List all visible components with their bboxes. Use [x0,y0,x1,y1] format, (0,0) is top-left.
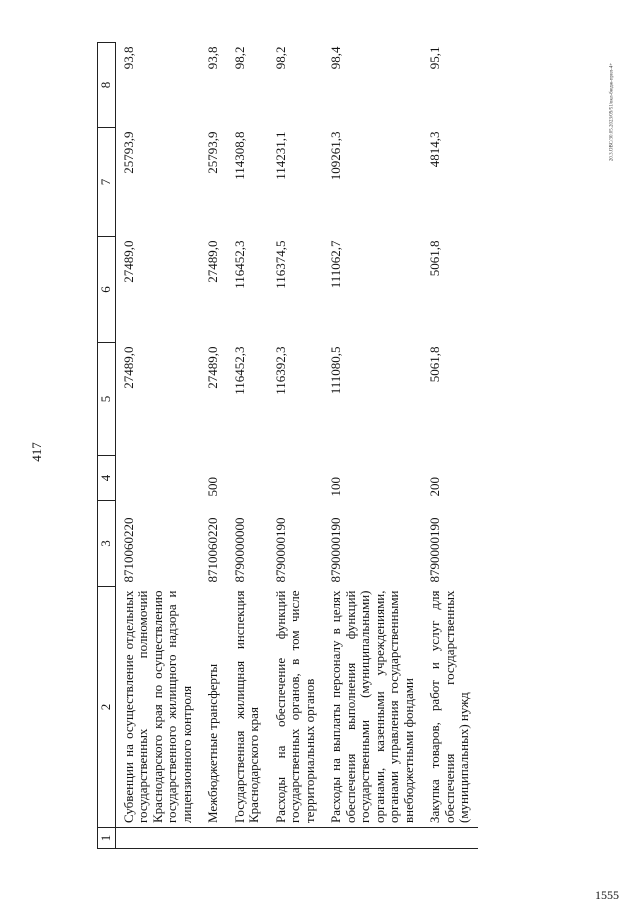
value-cell-5: 116392,3 [272,346,288,395]
percent-cell: 98,4 [328,46,343,70]
header-cell: 7 [98,128,116,237]
row-number-cell [268,828,324,849]
value-cell-7: 25793,9 [205,131,220,174]
rotated-table-frame [97,43,502,849]
table-row [323,43,422,849]
row-number-cell [227,828,268,849]
expense-type-cell [115,456,200,501]
percent-cell: 95,1 [427,46,442,70]
row-name-cell: Расходы на выплаты персоналу в целях обеспечения выполнения функций государственными (муниципальными) органами, казенными учреждениями, органами управления государственными внебюджетными фондами [323,587,422,828]
target-code-cell: 8790000190 [427,517,442,583]
page-number: 417 [29,442,44,462]
expense-type-cell: 100 [328,477,343,497]
percent-cell: 98,2 [231,46,247,70]
header-cell: 5 [98,343,116,456]
value-cell-6: 111062,7 [328,240,343,289]
value-cell-7: 114231,1 [272,131,288,180]
target-code-cell: 8710060220 [120,517,136,583]
table-row [422,43,478,849]
header-cell: 2 [98,587,116,828]
header-cell: 8 [98,43,116,128]
value-cell-5: 116452,3 [231,346,247,395]
value-cell-5: 27489,0 [120,346,136,389]
value-cell-6: 116374,5 [272,240,288,289]
row-number-cell [200,828,227,849]
value-cell-7: 4814,3 [427,131,442,168]
budget-table [97,42,478,849]
header-row [98,43,116,849]
value-cell-6: 27489,0 [205,240,220,283]
percent-cell: 93,8 [120,46,136,70]
percent-cell: 98,2 [272,46,288,70]
value-cell-6: 27489,0 [120,240,136,283]
table-row [227,43,268,849]
header-cell: 4 [98,456,116,501]
row-name-cell: Расходы на обеспечение функций государственных органов, в том числе территориальных органов [268,587,324,828]
row-number-cell [115,828,200,849]
value-cell-7: 25793,9 [120,131,136,174]
expense-type-cell [268,456,324,501]
expense-type-cell [227,456,268,501]
target-code-cell: 8790000190 [272,517,288,583]
value-cell-7: 114308,8 [231,131,247,180]
row-name-cell: Субвенции на осуществление отдельных государственных полномочий Краснодарского края по осуществлению государственного жилищного надзора и лицензионного контроля [115,587,200,828]
value-cell-5: 111080,5 [328,346,343,395]
row-name-cell: Закупка товаров, работ и услуг для обеспечения государственных (муниципальных) нужд [422,587,478,828]
target-code-cell: 8790000190 [328,517,343,583]
header-cell: 1 [98,828,116,849]
expense-type-cell: 200 [427,477,442,497]
row-name-cell: Межбюджетные трансферты [200,587,227,828]
target-code-cell: 8790000000 [231,517,247,583]
row-number-cell [422,828,478,849]
row-name-cell: Государственная жилищная инспекция Краснодарского края [227,587,268,828]
target-code-cell: 8710060220 [205,517,220,583]
percent-cell: 93,8 [205,46,220,70]
expense-type-cell: 500 [205,477,220,497]
table-container [97,43,502,849]
table-row [268,43,324,849]
value-cell-5: 5061,8 [427,346,442,383]
table-row [115,43,200,849]
header-cell: 3 [98,501,116,587]
value-cell-6: 116452,3 [231,240,247,289]
table-row [200,43,227,849]
header-cell: 6 [98,237,116,343]
value-cell-5: 27489,0 [205,346,220,389]
row-number-cell [323,828,422,849]
value-cell-6: 5061,8 [427,240,442,277]
footer-file-path: 20.3.ОВС/30.05.2023/09/51/вкл-бюдж-прил-4+ [609,62,615,162]
value-cell-7: 109261,3 [328,131,343,181]
footer-page-number: 1555 [595,888,619,902]
